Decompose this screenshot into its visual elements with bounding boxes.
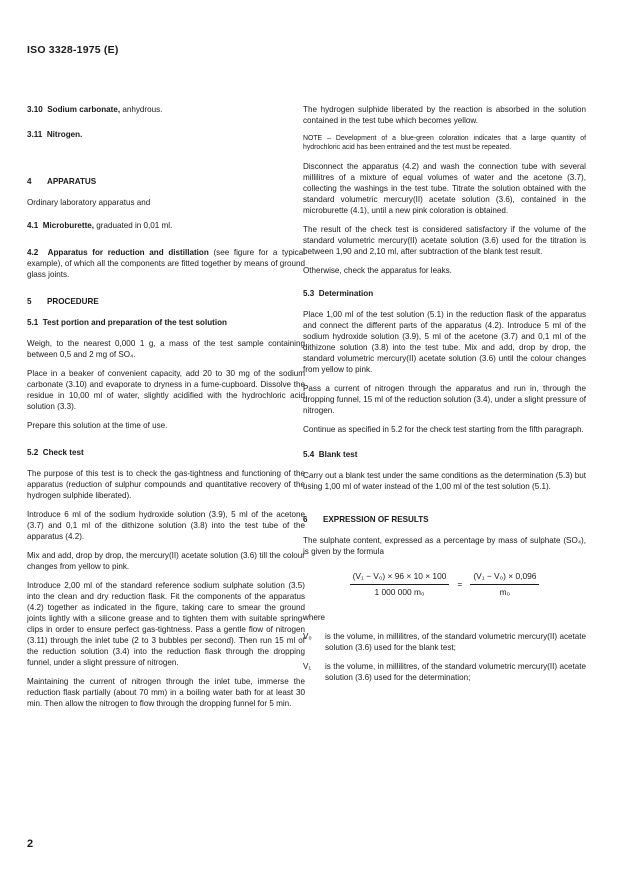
clause-title: Microburette, <box>42 221 95 230</box>
clause-3-10 <box>27 104 305 115</box>
section-title: APPARATUS <box>47 177 97 186</box>
clause-text: graduated in 0,01 ml. <box>94 221 173 230</box>
formula-denominator: 1 000 000 m₀ <box>374 587 425 597</box>
clause-number: 3.10 <box>27 105 43 114</box>
right-column <box>303 104 586 691</box>
paragraph: Continue as specified in 5.2 for the check test starting from the fifth paragraph. <box>303 425 584 434</box>
sulphate-formula <box>303 571 586 598</box>
clause-number: 5.2 <box>27 448 39 457</box>
left-column <box>27 104 305 717</box>
paragraph: The hydrogen sulphide liberated by the reaction is absorbed in the solution contained in the test tube which becomes yellow. <box>303 105 586 125</box>
formula-equals: = <box>457 579 463 589</box>
paragraph: Maintaining the current of nitrogen through the inlet tube, immerse the reduction flask partially (about 70 mm) in a boiling water bath for at least 30 min. Then allow the nitrogen to flow through the dropping funnel for 5 min. <box>27 677 305 708</box>
clause-title: Apparatus for reduction and distillation <box>47 248 209 257</box>
section-4-intro: Ordinary laboratory apparatus and <box>27 198 151 207</box>
paragraph: Mix and add, drop by drop, the mercury(II) acetate solution (3.6) till the colour changes from yellow to pink. <box>27 551 305 571</box>
paragraph: Weigh, to the nearest 0,000 1 g, a mass of the test sample containing between 0,5 and 2 mg of SO₄. <box>27 339 305 359</box>
clause-5-2-heading <box>27 447 305 458</box>
paragraph: Pass a current of nitrogen through the apparatus and run in, through the dropping funnel, 15 ml of the reduction solution (3.4), under a slight pressure of nitrogen. <box>303 384 587 415</box>
clause-5-1-heading <box>27 317 305 328</box>
section-5-heading <box>27 296 305 307</box>
page-number: 2 <box>27 838 34 850</box>
section-number: 6 <box>303 515 308 524</box>
clause-title: Test portion and preparation of the test solution <box>42 318 227 327</box>
formula-denominator: m₀ <box>499 587 511 597</box>
section-4-heading <box>27 176 305 187</box>
section-6-heading <box>303 514 586 525</box>
section-number: 4 <box>27 177 32 186</box>
clause-title: Check test <box>42 448 84 457</box>
paragraph: Introduce 2,00 ml of the standard reference sodium sulphate solution (3.5) into the clean and dry reduction flask. Fit the components of the apparatus (4.2) together as indicated in the figure, taking care to smear the ground joints lightly with a silicone grease and to tighten them with suitable spring-clips in order to ensure perfect gas-tightness. Pass a gentle flow of nitrogen (3.11) through the inlet tube (2 to 3 bubbles per second). Then run 15 ml of the reduction solution (3.4) into the reduction flask through the dropping funnel, under a slight pressure of nitrogen. <box>27 581 305 667</box>
paragraph: Disconnect the apparatus (4.2) and wash the connection tube with several millilitres of a mixture of equal volumes of water and the acetone (3.7), collecting the washings in the test tube. Titrate the solution obtained with the standard volumetric mercury(II) acetate solution (3.6), contained in the microburette (4.1), until a new pink coloration is obtained. <box>303 162 586 215</box>
clause-4-2 <box>27 247 305 280</box>
paragraph: The purpose of this test is to check the gas-tightness and functioning of the apparatus (reduction of sulphur compounds and quantitative recovery of the hydrogen sulphide liberated). <box>27 469 305 500</box>
clause-number: 5.1 <box>27 318 39 327</box>
clause-number: 5.4 <box>303 450 315 459</box>
paragraph: Place in a beaker of convenient capacity, add 20 to 30 mg of the sodium carbonate (3.10) and evaporate to dryness in a fume-cupboard. Dissolve the residue in 10,00 ml of water, slightly acidified with the hydrochloric acid solution (3.3). <box>27 369 305 411</box>
paragraph: Carry out a blank test under the same conditions as the determination (5.3) but using 1,00 ml of water instead of the 1,00 ml of the test solution (5.1). <box>303 471 586 491</box>
clause-title: Blank test <box>318 450 358 459</box>
definition-text: is the volume, in millilitres, of the standard volumetric mercury(II) acetate solution (3.6) used for the determination; <box>325 662 586 682</box>
formula-numerator: (V₁ − V₀) × 0,096 <box>470 571 539 585</box>
paragraph: The sulphate content, expressed as a percentage by mass of sulphate (SO₄), is given by the formula <box>303 536 586 556</box>
clause-3-11 <box>27 129 305 140</box>
definition-symbol: V₁ <box>303 662 312 671</box>
where-label: where <box>303 613 326 622</box>
clause-title: Determination <box>318 289 374 298</box>
formula-numerator: (V₁ − V₀) × 96 × 10 × 100 <box>350 571 450 585</box>
formula-fraction-2 <box>470 571 539 598</box>
clause-title: Sodium carbonate, <box>47 105 121 114</box>
clause-number: 4.1 <box>27 221 39 230</box>
paragraph: Otherwise, check the apparatus for leaks. <box>303 266 452 275</box>
definition-v0 <box>303 631 586 653</box>
section-number: 5 <box>27 297 32 306</box>
formula-fraction-1 <box>350 571 450 598</box>
clause-5-4-heading <box>303 449 586 460</box>
clause-title: Nitrogen. <box>46 130 83 139</box>
document-header: ISO 3328-1975 (E) <box>27 44 119 56</box>
clause-text: anhydrous. <box>120 105 163 114</box>
clause-text: (see figure for a typical example), of which all the components are fitted together by means of ground glass joints. <box>27 248 305 279</box>
section-title: PROCEDURE <box>47 297 99 306</box>
clause-5-3-heading <box>303 288 586 299</box>
definition-v1 <box>303 661 586 683</box>
clause-number: 5.3 <box>303 289 315 298</box>
paragraph: Introduce 6 ml of the sodium hydroxide solution (3.9), 5 ml of the acetone (3.7) and 0,1 ml of the dithizone solution (3.8) into the test tube of the apparatus (4.2). <box>27 510 305 541</box>
note: NOTE – Development of a blue-green coloration indicates that a large quantity of hydrochloric acid has been entrained and the test must be repeated. <box>303 135 586 151</box>
section-title: EXPRESSION OF RESULTS <box>323 515 429 524</box>
clause-4-1 <box>27 220 305 231</box>
paragraph: Place 1,00 ml of the test solution (5.1) in the reduction flask of the apparatus and connect the different parts of the apparatus (4.2). Introduce 5 ml of the sodium hydroxide solution (3.9), 5 ml of the acetone (3.7) and 0,1 ml of the dithizone solution (3.8) into the test tube. Mix and add, drop by drop, the standard volumetric mercury(II) acetate solution (3.6) until the colour changes from yellow to pink. <box>303 310 586 374</box>
paragraph: The result of the check test is considered satisfactory if the volume of the standard volumetric mercury(II) acetate solution (3.6) used for the titration is between 1,90 and 2,10 ml, after subtraction of the blank test result. <box>303 225 586 256</box>
definition-text: is the volume, in millilitres, of the standard volumetric mercury(II) acetate solution (3.6) used for the blank test; <box>325 632 586 652</box>
definition-symbol: V₀ <box>303 632 312 641</box>
paragraph: Prepare this solution at the time of use. <box>27 421 168 430</box>
clause-number: 4.2 <box>27 248 39 257</box>
clause-number: 3.11 <box>27 130 43 139</box>
